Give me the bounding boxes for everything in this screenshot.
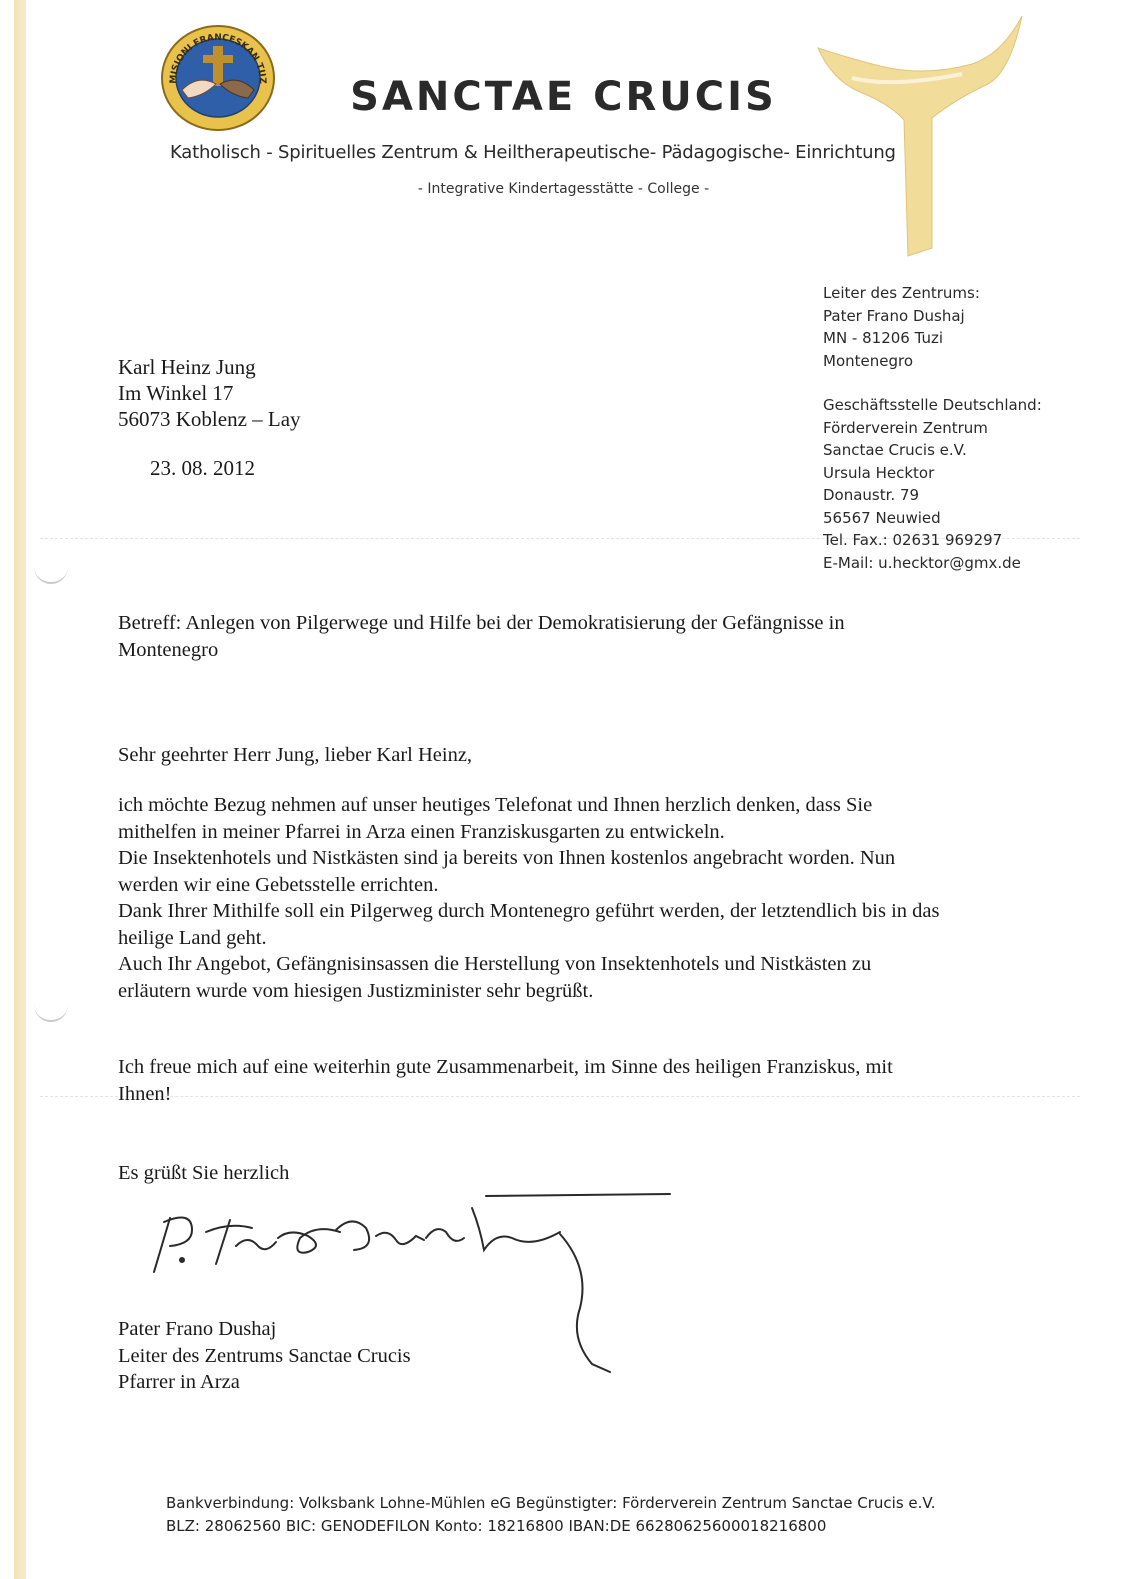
- closing-paragraph: [118, 1054, 1018, 1107]
- punch-hole-mark: [34, 560, 68, 584]
- closing-line: Ihnen!: [118, 1082, 172, 1105]
- greeting: Es grüßt Sie herzlich: [118, 1162, 290, 1184]
- closing-line: Ich freue mich auf eine weiterhin gute Zusammenarbeit, im Sinne des heiligen Franziskus, mit: [118, 1056, 893, 1078]
- subject-text: Betreff: Anlegen von Pilgerwege und Hilfe bei der Demokratisierung der Gefängnisse in: [118, 612, 845, 634]
- sender-line: Tel. Fax.: 02631 969297: [823, 531, 1003, 549]
- letterhead-title: SANCTAE CRUCIS: [350, 74, 777, 120]
- sender-line: Donaustr. 79: [823, 486, 920, 504]
- recipient-line: Karl Heinz Jung: [118, 355, 256, 379]
- body-line: Auch Ihr Angebot, Gefängnisinsassen die Herstellung von Insektenhotels und Nistkästen zu: [118, 953, 872, 975]
- body-line: Dank Ihrer Mithilfe soll ein Pilgerweg durch Montenegro geführt werden, der letztendlich bis in das: [118, 900, 940, 922]
- signer-line: Pater Frano Dushaj: [118, 1318, 277, 1340]
- bank-footer: [166, 1492, 936, 1538]
- recipient-line: 56073 Koblenz – Lay: [118, 407, 301, 431]
- letter-body: [118, 792, 1018, 1004]
- sender-line: Leiter des Zentrums:: [823, 284, 980, 302]
- sender-line: MN - 81206 Tuzi: [823, 329, 944, 347]
- salutation: Sehr geehrter Herr Jung, lieber Karl Heinz,: [118, 744, 473, 766]
- sender-line: 56567 Neuwied: [823, 508, 941, 527]
- subject-line: [118, 610, 1018, 663]
- sender-line: Geschäftsstelle Deutschland:: [823, 396, 1042, 414]
- recipient-address: [118, 354, 301, 432]
- body-line: mithelfen in meiner Pfarrei in Arza einen Franziskusgarten zu entwickeln.: [118, 820, 725, 843]
- sender-spacer: [823, 372, 1042, 394]
- sender-line: Sanctae Crucis e.V.: [823, 441, 967, 459]
- body-line: Die Insektenhotels und Nistkästen sind ja bereits von Ihnen kostenlos angebracht worden. Nun: [118, 847, 896, 869]
- tau-cross-icon: [812, 8, 1024, 260]
- seal-text: MISIONI FRANCESKAN TUZ: [168, 32, 268, 85]
- letterhead-subsubtitle: - Integrative Kindertagesstätte - College -: [417, 181, 710, 197]
- body-line: ich möchte Bezug nehmen auf unser heutiges Telefonat und Ihnen herzlich denken, dass Sie: [118, 794, 873, 816]
- sender-line: Montenegro: [823, 351, 914, 370]
- signer-line: Pfarrer in Arza: [118, 1371, 240, 1393]
- letterhead-subtitle: Katholisch - Spirituelles Zentrum & Heiltherapeutische- Pädagogische- Einrichtung: [170, 142, 896, 163]
- bank-line: BLZ: 28062560 BIC: GENODEFILON Konto: 18216800 IBAN:DE 66280625600018216800: [166, 1517, 827, 1535]
- signer-line: Leiter des Zentrums Sanctae Crucis: [118, 1344, 411, 1367]
- sender-line: Förderverein Zentrum: [823, 418, 988, 437]
- body-line: heilige Land geht.: [118, 926, 267, 949]
- subject-text: Montenegro: [118, 638, 219, 661]
- bank-line: Bankverbindung: Volksbank Lohne-Mühlen eG Begünstigter: Förderverein Zentrum Sanctae Crucis e.V.: [166, 1494, 936, 1512]
- paper-edge-strip: [14, 0, 26, 1579]
- letter-date: 23. 08. 2012: [150, 456, 255, 480]
- signer-block: [118, 1316, 411, 1396]
- punch-hole-mark: [34, 998, 68, 1022]
- body-line: werden wir eine Gebetsstelle errichten.: [118, 873, 439, 896]
- recipient-line: Im Winkel 17: [118, 381, 234, 405]
- sender-email: E-Mail: u.hecktor@gmx.de: [823, 553, 1021, 572]
- body-line: erläutern wurde vom hiesigen Justizminister sehr begrüßt.: [118, 979, 594, 1002]
- sender-line: Ursula Hecktor: [823, 463, 935, 482]
- sender-block: [823, 282, 1042, 574]
- sender-line: Pater Frano Dushaj: [823, 306, 965, 325]
